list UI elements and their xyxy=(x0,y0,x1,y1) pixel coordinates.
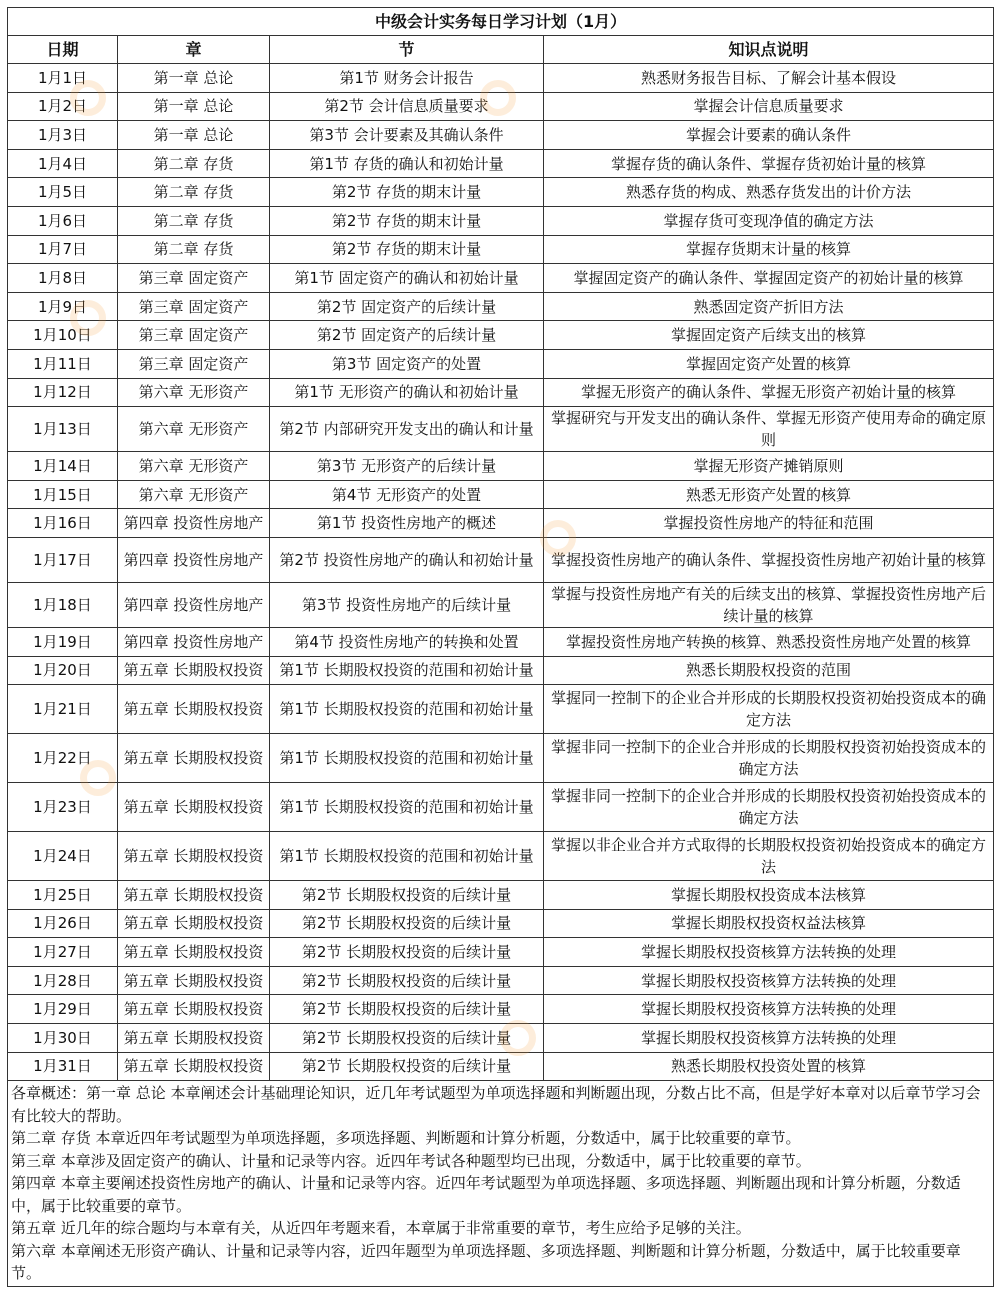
cell-chapter: 第一章 总论 xyxy=(118,92,270,121)
cell-description: 掌握投资性房地产的确认条件、掌握投资性房地产初始计量的核算 xyxy=(544,537,994,582)
table-row xyxy=(8,452,994,481)
cell-description: 掌握长期股权投资核算方法转换的处理 xyxy=(544,938,994,967)
cell-section: 第3节 无形资产的后续计量 xyxy=(270,452,544,481)
cell-chapter: 第五章 长期股权投资 xyxy=(118,909,270,938)
cell-chapter: 第六章 无形资产 xyxy=(118,480,270,509)
table-row xyxy=(8,966,994,995)
table-row xyxy=(8,321,994,350)
cell-section: 第2节 存货的期末计量 xyxy=(270,235,544,264)
table-row xyxy=(8,734,994,783)
cell-date: 1月30日 xyxy=(8,1024,118,1053)
cell-description: 掌握长期股权投资权益法核算 xyxy=(544,909,994,938)
cell-date: 1月4日 xyxy=(8,149,118,178)
table-row xyxy=(8,264,994,293)
cell-date: 1月27日 xyxy=(8,938,118,967)
table-row xyxy=(8,121,994,150)
cell-section: 第1节 投资性房地产的概述 xyxy=(270,509,544,538)
cell-description: 掌握会计信息质量要求 xyxy=(544,92,994,121)
header-chapter: 章 xyxy=(118,36,270,64)
cell-date: 1月9日 xyxy=(8,292,118,321)
cell-description: 熟悉固定资产折旧方法 xyxy=(544,292,994,321)
cell-description: 掌握存货可变现净值的确定方法 xyxy=(544,206,994,235)
overview-paragraph: 第六章 本章阐述无形资产确认、计量和记录等内容，近四年题型为单项选择题、多项选择题、判断题和计算分析题，分数适中，属于比较重要章节。 xyxy=(11,1241,961,1283)
cell-description: 掌握以非企业合并方式取得的长期股权投资初始投资成本的确定方法 xyxy=(544,832,994,881)
table-row xyxy=(8,178,994,207)
cell-description: 掌握长期股权投资成本法核算 xyxy=(544,881,994,910)
table-row xyxy=(8,509,994,538)
table-title: 中级会计实务每日学习计划（1月） xyxy=(8,8,994,36)
header-row xyxy=(8,36,994,64)
cell-section: 第4节 无形资产的处置 xyxy=(270,480,544,509)
cell-chapter: 第三章 固定资产 xyxy=(118,292,270,321)
table-row xyxy=(8,537,994,582)
cell-chapter: 第五章 长期股权投资 xyxy=(118,995,270,1024)
cell-chapter: 第一章 总论 xyxy=(118,121,270,150)
cell-date: 1月24日 xyxy=(8,832,118,881)
cell-date: 1月25日 xyxy=(8,881,118,910)
cell-section: 第3节 会计要素及其确认条件 xyxy=(270,121,544,150)
table-row xyxy=(8,480,994,509)
cell-date: 1月12日 xyxy=(8,378,118,407)
cell-section: 第3节 投资性房地产的后续计量 xyxy=(270,582,544,627)
cell-description: 掌握固定资产的确认条件、掌握固定资产的初始计量的核算 xyxy=(544,264,994,293)
cell-date: 1月7日 xyxy=(8,235,118,264)
table-row xyxy=(8,685,994,734)
cell-section: 第2节 固定资产的后续计量 xyxy=(270,292,544,321)
cell-date: 1月6日 xyxy=(8,206,118,235)
cell-date: 1月22日 xyxy=(8,734,118,783)
cell-date: 1月17日 xyxy=(8,537,118,582)
table-row xyxy=(8,1052,994,1081)
cell-description: 熟悉存货的构成、熟悉存货发出的计价方法 xyxy=(544,178,994,207)
cell-chapter: 第一章 总论 xyxy=(118,64,270,93)
cell-description: 掌握无形资产摊销原则 xyxy=(544,452,994,481)
table-row xyxy=(8,783,994,832)
cell-section: 第2节 长期股权投资的后续计量 xyxy=(270,1052,544,1081)
overview-paragraph: 各章概述：第一章 总论 本章阐述会计基础理论知识，近几年考试题型为单项选择题和判断题出现，分数占比不高，但是学好本章对以后章节学习会有比较大的帮助。 xyxy=(11,1084,981,1125)
cell-date: 1月20日 xyxy=(8,656,118,685)
cell-section: 第2节 长期股权投资的后续计量 xyxy=(270,909,544,938)
cell-chapter: 第五章 长期股权投资 xyxy=(118,938,270,967)
cell-description: 掌握存货期末计量的核算 xyxy=(544,235,994,264)
overview-paragraph: 第二章 存货 本章近四年考试题型为单项选择题，多项选择题、判断题和计算分析题，分数适中，属于比较重要的章节。 xyxy=(11,1129,801,1148)
cell-section: 第1节 长期股权投资的范围和初始计量 xyxy=(270,656,544,685)
cell-chapter: 第二章 存货 xyxy=(118,206,270,235)
overview-paragraph: 第四章 本章主要阐述投资性房地产的确认、计量和记录等内容。近四年考试题型为单项选择题、多项选择题、判断题出现和计算分析题，分数适中，属于比较重要的章节。 xyxy=(11,1174,961,1215)
table-row xyxy=(8,1024,994,1053)
cell-chapter: 第四章 投资性房地产 xyxy=(118,582,270,627)
cell-description: 熟悉财务报告目标、了解会计基本假设 xyxy=(544,64,994,93)
cell-date: 1月29日 xyxy=(8,995,118,1024)
table-row xyxy=(8,881,994,910)
cell-description: 掌握投资性房地产转换的核算、熟悉投资性房地产处置的核算 xyxy=(544,627,994,656)
cell-description: 熟悉长期股权投资的范围 xyxy=(544,656,994,685)
table-row xyxy=(8,292,994,321)
cell-description: 熟悉无形资产处置的核算 xyxy=(544,480,994,509)
cell-chapter: 第六章 无形资产 xyxy=(118,452,270,481)
cell-description: 掌握研究与开发支出的确认条件、掌握无形资产使用寿命的确定原则 xyxy=(544,407,994,452)
cell-section: 第1节 长期股权投资的范围和初始计量 xyxy=(270,832,544,881)
cell-description: 掌握无形资产的确认条件、掌握无形资产初始计量的核算 xyxy=(544,378,994,407)
cell-description: 掌握存货的确认条件、掌握存货初始计量的核算 xyxy=(544,149,994,178)
cell-date: 1月8日 xyxy=(8,264,118,293)
cell-description: 掌握长期股权投资核算方法转换的处理 xyxy=(544,1024,994,1053)
cell-chapter: 第二章 存货 xyxy=(118,178,270,207)
table-row xyxy=(8,909,994,938)
header-date: 日期 xyxy=(8,36,118,64)
cell-date: 1月19日 xyxy=(8,627,118,656)
cell-section: 第2节 会计信息质量要求 xyxy=(270,92,544,121)
cell-date: 1月1日 xyxy=(8,64,118,93)
cell-chapter: 第四章 投资性房地产 xyxy=(118,627,270,656)
table-row xyxy=(8,832,994,881)
cell-description: 掌握非同一控制下的企业合并形成的长期股权投资初始投资成本的确定方法 xyxy=(544,783,994,832)
cell-chapter: 第五章 长期股权投资 xyxy=(118,783,270,832)
cell-date: 1月15日 xyxy=(8,480,118,509)
cell-date: 1月10日 xyxy=(8,321,118,350)
cell-section: 第2节 长期股权投资的后续计量 xyxy=(270,995,544,1024)
cell-description: 掌握同一控制下的企业合并形成的长期股权投资初始投资成本的确定方法 xyxy=(544,685,994,734)
cell-section: 第1节 固定资产的确认和初始计量 xyxy=(270,264,544,293)
cell-chapter: 第三章 固定资产 xyxy=(118,264,270,293)
cell-section: 第1节 存货的确认和初始计量 xyxy=(270,149,544,178)
table-row xyxy=(8,349,994,378)
cell-section: 第2节 长期股权投资的后续计量 xyxy=(270,966,544,995)
header-description: 知识点说明 xyxy=(544,36,994,64)
cell-description: 掌握固定资产处置的核算 xyxy=(544,349,994,378)
cell-chapter: 第五章 长期股权投资 xyxy=(118,881,270,910)
cell-date: 1月16日 xyxy=(8,509,118,538)
cell-section: 第2节 存货的期末计量 xyxy=(270,206,544,235)
table-row xyxy=(8,206,994,235)
cell-section: 第2节 存货的期末计量 xyxy=(270,178,544,207)
cell-date: 1月14日 xyxy=(8,452,118,481)
cell-section: 第3节 固定资产的处置 xyxy=(270,349,544,378)
table-row xyxy=(8,627,994,656)
overview-paragraph: 第五章 近几年的综合题均与本章有关，从近四年考题来看，本章属于非常重要的章节，考生应给予足够的关注。 xyxy=(11,1219,751,1238)
table-row xyxy=(8,378,994,407)
cell-chapter: 第五章 长期股权投资 xyxy=(118,1052,270,1081)
cell-description: 掌握非同一控制下的企业合并形成的长期股权投资初始投资成本的确定方法 xyxy=(544,734,994,783)
cell-section: 第1节 长期股权投资的范围和初始计量 xyxy=(270,783,544,832)
cell-section: 第1节 财务会计报告 xyxy=(270,64,544,93)
cell-chapter: 第五章 长期股权投资 xyxy=(118,832,270,881)
table-row xyxy=(8,407,994,452)
cell-chapter: 第二章 存货 xyxy=(118,235,270,264)
cell-date: 1月18日 xyxy=(8,582,118,627)
cell-date: 1月11日 xyxy=(8,349,118,378)
cell-description: 熟悉长期股权投资处置的核算 xyxy=(544,1052,994,1081)
cell-chapter: 第四章 投资性房地产 xyxy=(118,537,270,582)
cell-section: 第1节 长期股权投资的范围和初始计量 xyxy=(270,734,544,783)
cell-chapter: 第五章 长期股权投资 xyxy=(118,656,270,685)
cell-date: 1月21日 xyxy=(8,685,118,734)
cell-section: 第1节 无形资产的确认和初始计量 xyxy=(270,378,544,407)
cell-section: 第1节 长期股权投资的范围和初始计量 xyxy=(270,685,544,734)
chapter-overview xyxy=(8,1081,994,1287)
table-row xyxy=(8,149,994,178)
cell-chapter: 第三章 固定资产 xyxy=(118,321,270,350)
cell-chapter: 第五章 长期股权投资 xyxy=(118,1024,270,1053)
cell-date: 1月5日 xyxy=(8,178,118,207)
study-plan-table xyxy=(7,7,994,1287)
cell-date: 1月28日 xyxy=(8,966,118,995)
cell-date: 1月31日 xyxy=(8,1052,118,1081)
cell-date: 1月2日 xyxy=(8,92,118,121)
table-row xyxy=(8,235,994,264)
table-row xyxy=(8,938,994,967)
table-row xyxy=(8,64,994,93)
overview-paragraph: 第三章 本章涉及固定资产的确认、计量和记录等内容。近四年考试各种题型均已出现，分数适中，属于比较重要的章节。 xyxy=(11,1151,811,1170)
cell-date: 1月13日 xyxy=(8,407,118,452)
cell-section: 第2节 固定资产的后续计量 xyxy=(270,321,544,350)
cell-chapter: 第六章 无形资产 xyxy=(118,407,270,452)
cell-description: 掌握长期股权投资核算方法转换的处理 xyxy=(544,966,994,995)
cell-section: 第2节 长期股权投资的后续计量 xyxy=(270,1024,544,1053)
cell-chapter: 第三章 固定资产 xyxy=(118,349,270,378)
cell-section: 第2节 长期股权投资的后续计量 xyxy=(270,881,544,910)
cell-chapter: 第五章 长期股权投资 xyxy=(118,966,270,995)
cell-date: 1月23日 xyxy=(8,783,118,832)
cell-description: 掌握会计要素的确认条件 xyxy=(544,121,994,150)
cell-section: 第2节 内部研究开发支出的确认和计量 xyxy=(270,407,544,452)
title-row xyxy=(8,8,994,36)
cell-date: 1月3日 xyxy=(8,121,118,150)
cell-section: 第4节 投资性房地产的转换和处置 xyxy=(270,627,544,656)
cell-chapter: 第五章 长期股权投资 xyxy=(118,734,270,783)
cell-description: 掌握投资性房地产的特征和范围 xyxy=(544,509,994,538)
cell-chapter: 第二章 存货 xyxy=(118,149,270,178)
cell-section: 第2节 投资性房地产的确认和初始计量 xyxy=(270,537,544,582)
cell-chapter: 第四章 投资性房地产 xyxy=(118,509,270,538)
table-row xyxy=(8,995,994,1024)
table-row xyxy=(8,92,994,121)
cell-description: 掌握固定资产后续支出的核算 xyxy=(544,321,994,350)
cell-section: 第2节 长期股权投资的后续计量 xyxy=(270,938,544,967)
cell-description: 掌握与投资性房地产有关的后续支出的核算、掌握投资性房地产后续计量的核算 xyxy=(544,582,994,627)
cell-description: 掌握长期股权投资核算方法转换的处理 xyxy=(544,995,994,1024)
header-section: 节 xyxy=(270,36,544,64)
chapter-overview-row xyxy=(8,1081,994,1287)
cell-chapter: 第六章 无形资产 xyxy=(118,378,270,407)
cell-chapter: 第五章 长期股权投资 xyxy=(118,685,270,734)
cell-date: 1月26日 xyxy=(8,909,118,938)
table-row xyxy=(8,656,994,685)
table-row xyxy=(8,582,994,627)
